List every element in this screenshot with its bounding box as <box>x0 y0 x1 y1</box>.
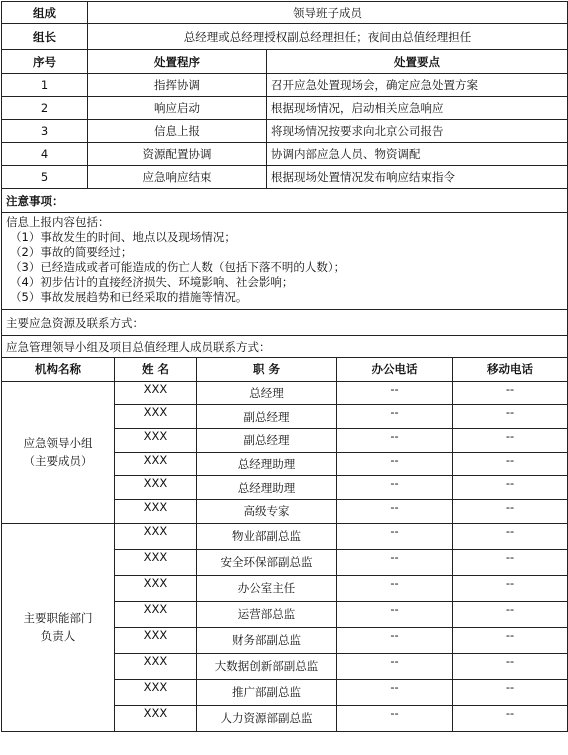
office-phone: -- <box>337 381 453 405</box>
person-title: 推广部副总监 <box>197 679 337 705</box>
row-step: 指挥协调 <box>88 74 267 97</box>
org-cell-departments <box>2 523 115 731</box>
mobile-phone: -- <box>453 381 568 405</box>
person-title: 副总经理 <box>197 429 337 453</box>
person-name: XXX <box>115 381 197 405</box>
col-header-org: 机构名称 <box>2 358 115 382</box>
person-name: XXX <box>115 500 197 524</box>
office-phone: -- <box>337 601 453 627</box>
row-step: 响应启动 <box>88 97 267 120</box>
notes-body <box>2 213 568 310</box>
col-header-office-phone: 办公电话 <box>337 358 453 382</box>
leader-row <box>2 24 568 50</box>
row-point: 将现场情况按要求向北京公司报告 <box>267 120 568 143</box>
group-label: 组成 <box>2 2 88 24</box>
col-header-title: 职 务 <box>197 358 337 382</box>
mobile-phone: -- <box>453 476 568 500</box>
person-title: 财务部副总监 <box>197 627 337 653</box>
row-no: 4 <box>2 143 88 166</box>
person-title: 人力资源部副总监 <box>197 705 337 731</box>
person-name: XXX <box>115 429 197 453</box>
col-header-point: 处置要点 <box>267 50 568 74</box>
note-item: （5）事故发展趋势和已经采取的措施等情况。 <box>10 290 248 304</box>
person-title: 运营部总监 <box>197 601 337 627</box>
office-phone: -- <box>337 523 453 549</box>
col-header-step: 处置程序 <box>88 50 267 74</box>
office-phone: -- <box>337 429 453 453</box>
person-name: XXX <box>115 705 197 731</box>
notes-intro: 信息上报内容包括： <box>6 215 110 229</box>
note-item: （4）初步估计的直接经济损失、环境影响、社会影响； <box>10 275 294 289</box>
emergency-plan-document <box>1 1 567 732</box>
mobile-phone: -- <box>453 575 568 601</box>
office-phone: -- <box>337 500 453 524</box>
person-title: 总经理助理 <box>197 452 337 476</box>
person-name: XXX <box>115 523 197 549</box>
person-name: XXX <box>115 405 197 429</box>
row-no: 3 <box>2 120 88 143</box>
person-title: 安全环保部副总监 <box>197 549 337 575</box>
org-name-line: 应急领导小组 <box>23 436 93 451</box>
row-step: 应急响应结束 <box>88 166 267 189</box>
table-row <box>2 120 568 143</box>
office-phone: -- <box>337 627 453 653</box>
person-name: XXX <box>115 452 197 476</box>
note-item: （2）事故的简要经过； <box>10 245 133 259</box>
procedure-header-row <box>2 50 568 74</box>
notes-body-row <box>2 213 568 310</box>
person-name: XXX <box>115 679 197 705</box>
resources-row <box>2 310 568 336</box>
office-phone: -- <box>337 705 453 731</box>
group-value: 领导班子成员 <box>88 2 568 24</box>
contacts-table <box>1 357 568 732</box>
note-item: （3）已经造成或者可能造成的伤亡人数（包括下落不明的人数）； <box>10 260 346 274</box>
table-row <box>2 97 568 120</box>
notes-title-row <box>2 189 568 213</box>
procedure-table <box>1 1 568 358</box>
table-row <box>2 381 568 405</box>
row-step: 资源配置协调 <box>88 143 267 166</box>
mobile-phone: -- <box>453 653 568 679</box>
office-phone: -- <box>337 653 453 679</box>
person-title: 总经理助理 <box>197 476 337 500</box>
org-name-line: 主要职能部门 <box>23 611 93 626</box>
office-phone: -- <box>337 452 453 476</box>
contacts-header-row <box>2 358 568 382</box>
mobile-phone: -- <box>453 429 568 453</box>
person-name: XXX <box>115 627 197 653</box>
contacts-intro-row <box>2 336 568 358</box>
org-name-line: 负责人 <box>40 629 76 644</box>
row-no: 5 <box>2 166 88 189</box>
person-name: XXX <box>115 575 197 601</box>
person-name: XXX <box>115 601 197 627</box>
col-header-no: 序号 <box>2 50 88 74</box>
org-cell-leadership <box>2 381 115 523</box>
person-name: XXX <box>115 549 197 575</box>
mobile-phone: -- <box>453 452 568 476</box>
note-item: （1）事故发生的时间、地点以及现场情况； <box>10 230 236 244</box>
table-row <box>2 166 568 189</box>
person-title: 大数据创新部副总监 <box>197 653 337 679</box>
table-row <box>2 523 568 549</box>
col-header-name: 姓 名 <box>115 358 197 382</box>
mobile-phone: -- <box>453 549 568 575</box>
row-step: 信息上报 <box>88 120 267 143</box>
mobile-phone: -- <box>453 523 568 549</box>
mobile-phone: -- <box>453 601 568 627</box>
org-name-line: （主要成员） <box>23 454 93 469</box>
mobile-phone: -- <box>453 500 568 524</box>
row-point: 根据现场处置情况发布响应结束指令 <box>267 166 568 189</box>
group-row <box>2 2 568 24</box>
person-name: XXX <box>115 476 197 500</box>
person-title: 物业部副总监 <box>197 523 337 549</box>
person-title: 副总经理 <box>197 405 337 429</box>
row-point: 根据现场情况，启动相关应急响应 <box>267 97 568 120</box>
mobile-phone: -- <box>453 705 568 731</box>
office-phone: -- <box>337 575 453 601</box>
row-no: 2 <box>2 97 88 120</box>
notes-title: 注意事项： <box>2 189 568 213</box>
mobile-phone: -- <box>453 405 568 429</box>
mobile-phone: -- <box>453 627 568 653</box>
person-title: 高级专家 <box>197 500 337 524</box>
mobile-phone: -- <box>453 679 568 705</box>
person-title: 办公室主任 <box>197 575 337 601</box>
office-phone: -- <box>337 549 453 575</box>
office-phone: -- <box>337 679 453 705</box>
office-phone: -- <box>337 405 453 429</box>
resources-label: 主要应急资源及联系方式： <box>2 310 568 336</box>
row-point: 召开应急处置现场会，确定应急处置方案 <box>267 74 568 97</box>
contacts-intro: 应急管理领导小组及项目总值经理人成员联系方式： <box>2 336 568 358</box>
office-phone: -- <box>337 476 453 500</box>
row-point: 协调内部应急人员、物资调配 <box>267 143 568 166</box>
leader-value: 总经理或总经理授权副总经理担任；夜间由总值经理担任 <box>88 24 568 50</box>
person-title: 总经理 <box>197 381 337 405</box>
table-row <box>2 143 568 166</box>
leader-label: 组长 <box>2 24 88 50</box>
table-row <box>2 74 568 97</box>
row-no: 1 <box>2 74 88 97</box>
person-name: XXX <box>115 653 197 679</box>
col-header-mobile-phone: 移动电话 <box>453 358 568 382</box>
